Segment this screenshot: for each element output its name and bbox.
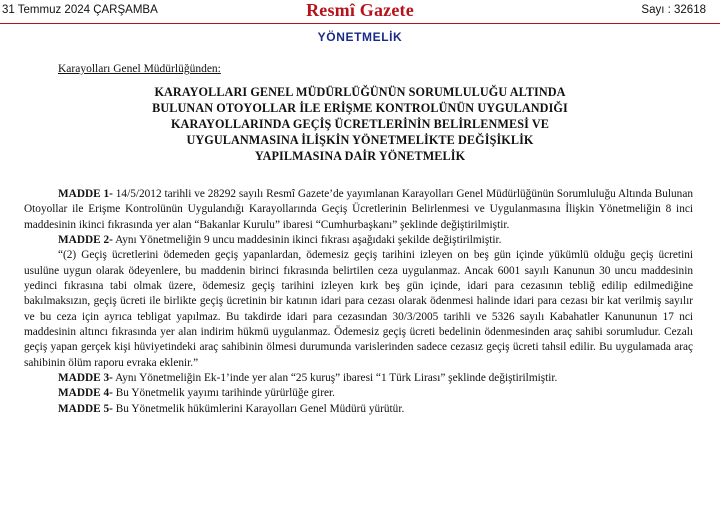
article-3 bbox=[24, 371, 693, 386]
regulation-title-line: KARAYOLLARINDA GEÇİŞ ÜCRETLERİNİN BELİRLENMESİ VE bbox=[170, 117, 550, 131]
article-label: MADDE 1- bbox=[58, 188, 113, 200]
article-text: Bu Yönetmelik yayımı tarihinde yürürlüğe girer. bbox=[112, 387, 335, 400]
article-1 bbox=[24, 187, 693, 233]
article-2 bbox=[24, 233, 693, 248]
regulation-body bbox=[24, 187, 693, 417]
article-label: MADDE 2- bbox=[58, 234, 113, 247]
publication-date: 31 Temmuz 2024 ÇARŞAMBA bbox=[2, 4, 158, 16]
article-text: Aynı Yönetmeliğin 9 uncu maddesinin ikinci fıkrası aşağıdaki şekilde değiştirilmiştir. bbox=[112, 234, 502, 247]
regulation-title bbox=[40, 84, 680, 164]
article-label: MADDE 5- bbox=[58, 402, 113, 415]
header-rule bbox=[0, 23, 720, 24]
article-label: MADDE 3- bbox=[58, 372, 113, 385]
article-text: Bu Yönetmelik hükümlerini Karayolları Genel Müdürü yürütür. bbox=[112, 402, 405, 415]
amended-paragraph bbox=[24, 248, 693, 371]
article-text: 14/5/2012 tarihli ve 28292 sayılı Resmî Gazete’de yayımlanan Karayolları Genel Müdürlüğünün Sorumluluğu Altında Bulunan Otoyollar ile Erişme Kontrolünün Uygulandığı Karayollarında Geçiş Ücretlerinin Belirlenmesi ve Uygulanmasına İlişkin Yönetmeliğin 8 inci maddesinin ikinci fıkrasında yer alan “Bakanlar Kurulu” ibaresi “Cumhurbaşkanı” şeklinde değiştirilmiştir. bbox=[24, 188, 693, 231]
article-text: Aynı Yönetmeliğin Ek-1’inde yer alan “25 kuruş” ibaresi “1 Türk Lirası” şeklinde değiştirilmiştir. bbox=[112, 372, 558, 385]
regulation-title-line: YAPILMASINA DAİR YÖNETMELİK bbox=[254, 149, 466, 163]
article-label: MADDE 4- bbox=[58, 387, 113, 400]
gazette-header bbox=[0, 0, 720, 22]
regulation-title-line: BULUNAN OTOYOLLAR İLE ERİŞME KONTROLÜNÜN UYGULANDIĞI bbox=[152, 101, 568, 115]
issue-number: Sayı : 32618 bbox=[641, 4, 706, 16]
article-5 bbox=[24, 402, 693, 417]
section-heading: YÖNETMELİK bbox=[317, 30, 403, 44]
regulation-title-line: UYGULANMASINA İLİŞKİN YÖNETMELİKTE DEĞİŞİKLİK bbox=[186, 133, 534, 147]
issuing-authority: Karayolları Genel Müdürlüğünden: bbox=[58, 63, 221, 75]
article-text: “(2) Geçiş ücretlerini ödemeden geçiş yapanlardan, ödemesiz geçiş tarihini izleyen on beş gün içinde yükümlü olduğu geçiş ücretini usulüne uygun olarak ödeyenlere, bu maddenin birinci fıkrasında belirtilen ceza uygulanmaz. Ancak 6001 sayılı Kanunun 30 uncu maddesinin yedinci fıkrasına tabi olmak üzere, ödemesiz geçiş tarihini izleyen kırk beş gün içinde, idari para cezasının tebliğ edilip edilmediğine bakılmaksızın, geçiş ücreti ile birlikte geçiş ücretinin bir katının idari para cezası olarak ödenmesi halinde idari para cezası bir kat verilmiş sayılır ve bu ceza için ayrıca tebligat yapılmaz. Bu takdirde idari para cezasından 30/3/2005 tarihli ve 5326 sayılı Kabahatler Kanununun 17 nci maddesinin altıncı fıkrasında yer alan indirim hükmü uygulanmaz. Ödemesiz geçiş ücreti bedelinin ödenmesinden araç sahibi sorumludur. Cezalı geçiş yapan gerçek kişi hüviyetindeki araç sahibinin ölmesi durumunda varislerinden sadece cezasız geçiş ücreti tahsil edilir. Bu uygulamada araç sahibinin ölüm raporu evraka eklenir.” bbox=[24, 249, 693, 369]
article-4 bbox=[24, 386, 693, 401]
regulation-title-line: KARAYOLLARI GENEL MÜDÜRLÜĞÜNÜN SORUMLULUĞU ALTINDA bbox=[154, 85, 566, 99]
gazette-title: Resmî Gazete bbox=[306, 0, 414, 20]
